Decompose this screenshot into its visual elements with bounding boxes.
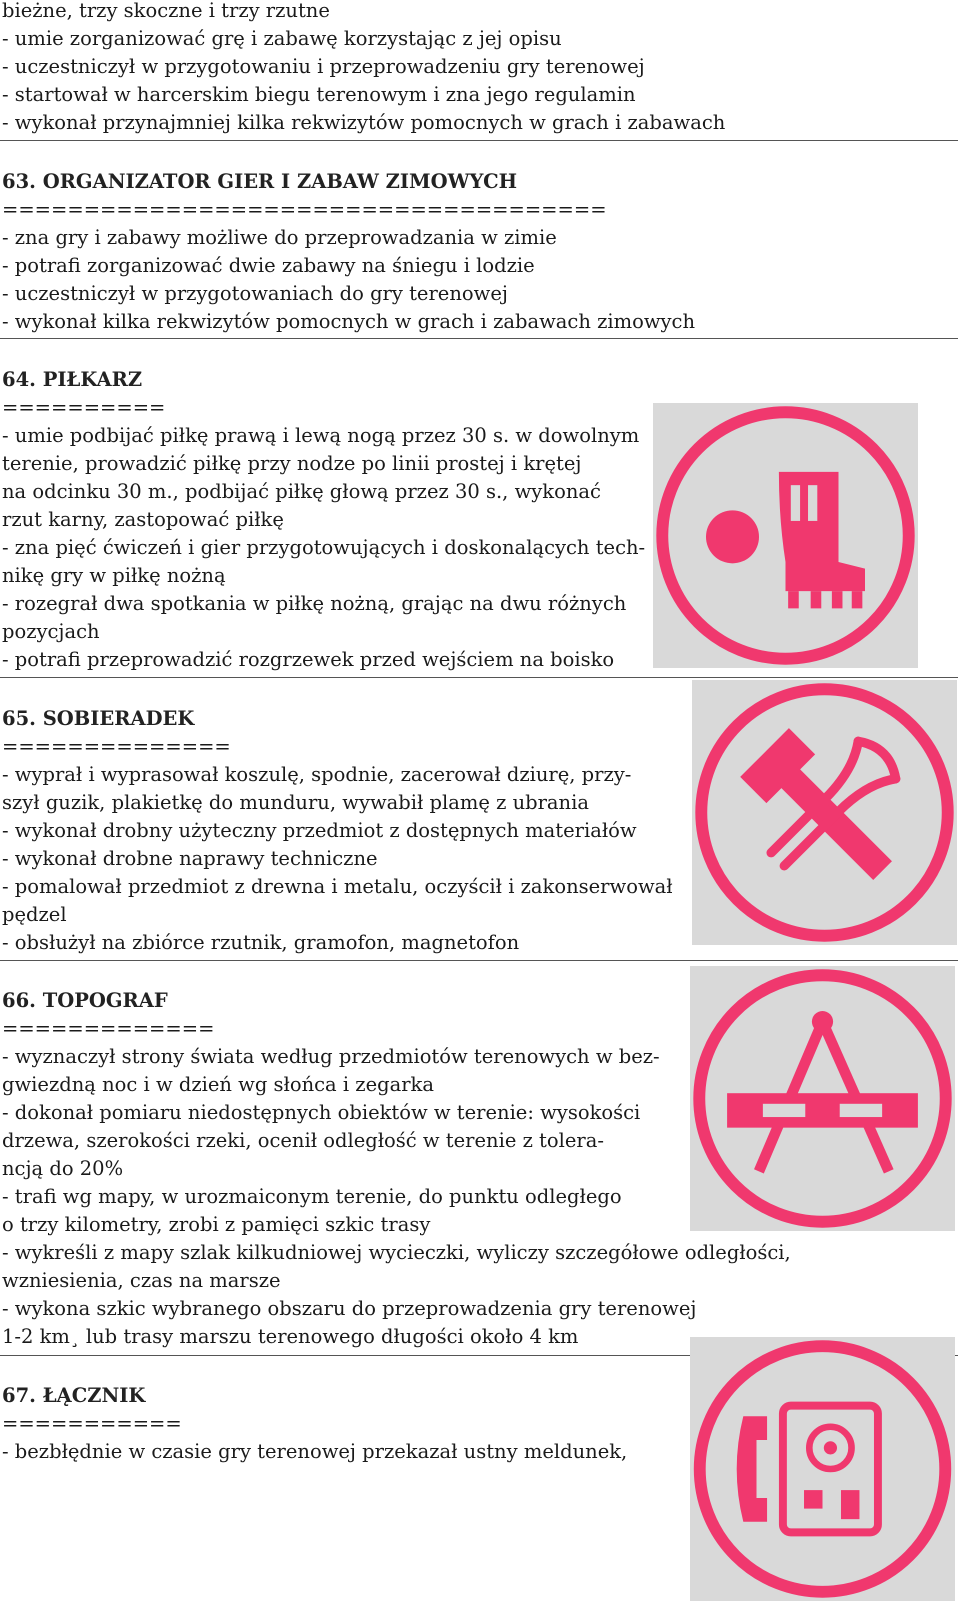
section-line: - wyprał i wyprasował koszulę, spodnie, zacerował dziurę, przy- [2, 763, 632, 786]
section-line: - wykona szkic wybranego obszaru do przeprowadzenia gry terenowej [2, 1297, 697, 1320]
section-line: - obsłużył na zbiórce rzutnik, gramofon, magnetofon [2, 931, 520, 954]
section-title: 64. PIŁKARZ [2, 368, 143, 391]
section-line: - potrafi przeprowadzić rozgrzewek przed wejściem na boisko [2, 648, 615, 671]
section-line: - wykonał kilka rekwizytów pomocnych w grach i zabawach zimowych [2, 310, 696, 333]
section-line: - bezbłędnie w czasie gry terenowej przekazał ustny meldunek, [2, 1440, 628, 1463]
section-underline: ============= [2, 1017, 215, 1040]
section-line: nikę gry w piłkę nożną [2, 564, 226, 587]
section-line: rzut karny, zastopować piłkę [2, 508, 284, 531]
section-underline: ========== [2, 396, 166, 419]
divider [0, 338, 958, 339]
section-line: 1-2 km¸ lub trasy marszu terenowego długości około 4 km [2, 1325, 579, 1348]
football-boot-and-ball-icon [653, 403, 918, 668]
section-line: - rozegrał dwa spotkania w piłkę nożną, grając na dwu różnych [2, 592, 627, 615]
section-line: - umie podbijać piłkę prawą i lewą nogą przez 30 s. w dowolnym [2, 424, 640, 447]
section-line: - potrafi zorganizować dwie zabawy na śniegu i lodzie [2, 254, 535, 277]
section-title: 67. ŁĄCZNIK [2, 1384, 146, 1407]
section-line: - zna gry i zabawy możliwe do przeprowadzania w zimie [2, 226, 557, 249]
divider [0, 140, 958, 141]
section-underline: ============== [2, 735, 231, 758]
section-line: - wykonał drobne naprawy techniczne [2, 847, 378, 870]
intro-line: - uczestniczył w przygotowaniu i przeprowadzeniu gry terenowej [2, 55, 645, 78]
section-line: - pomalował przedmiot z drewna i metalu, oczyścił i zakonserwował [2, 875, 673, 898]
badge-topograf [690, 966, 955, 1231]
badge-sobieradek [692, 680, 957, 945]
section-line: - trafi wg mapy, w urozmaiconym terenie, do punktu odległego [2, 1185, 622, 1208]
section-underline: ===================================== [2, 198, 607, 221]
section-line: drzewa, szerokości rzeki, ocenił odległość w terenie z tolera- [2, 1129, 604, 1152]
section-line: - dokonał pomiaru niedostępnych obiektów w terenie: wysokości [2, 1101, 641, 1124]
section-line: terenie, prowadzić piłkę przy nodze po linii prostej i krętej [2, 452, 582, 475]
section-line: - wykreśli z mapy szlak kilkudniowej wycieczki, wyliczy szczegółowe odległości, [2, 1241, 791, 1264]
section-line: - uczestniczył w przygotowaniach do gry terenowej [2, 282, 508, 305]
divider [0, 677, 958, 678]
section-line: - wykonał drobny użyteczny przedmiot z dostępnych materiałów [2, 819, 637, 842]
badge-lacznik [690, 1337, 955, 1601]
section-line: na odcinku 30 m., podbijać piłkę głową przez 30 s., wykonać [2, 480, 601, 503]
hammer-and-pliers-icon [692, 680, 957, 945]
section-line: ncją do 20% [2, 1157, 124, 1180]
section-line: pozycjach [2, 620, 100, 643]
intro-line: - startował w harcerskim biegu terenowym i zna jego regulamin [2, 83, 636, 106]
compass-and-ruler-icon [690, 966, 955, 1231]
intro-line: - wykonał przynajmniej kilka rekwizytów pomocnych w grach i zabawach [2, 111, 726, 134]
telephone-icon [690, 1337, 955, 1601]
section-line: gwiezdną noc i w dzień wg słońca i zegarka [2, 1073, 434, 1096]
section-line: wzniesienia, czas na marsze [2, 1269, 281, 1292]
intro-line: bieżne, trzy skoczne i trzy rzutne [2, 0, 330, 22]
section-line: pędzel [2, 903, 67, 926]
section-line: szył guzik, plakietkę do munduru, wywabił plamę z ubrania [2, 791, 589, 814]
divider [0, 960, 958, 961]
section-title: 66. TOPOGRAF [2, 989, 168, 1012]
intro-line: - umie zorganizować grę i zabawę korzystając z jej opisu [2, 27, 562, 50]
section-line: - wyznaczył strony świata według przedmiotów terenowych w bez- [2, 1045, 660, 1068]
badge-pilkarz [653, 403, 918, 668]
section-line: o trzy kilometry, zrobi z pamięci szkic trasy [2, 1213, 431, 1236]
section-title: 65. SOBIERADEK [2, 707, 195, 730]
section-line: - zna pięć ćwiczeń i gier przygotowujących i doskonalących tech- [2, 536, 646, 559]
section-title: 63. ORGANIZATOR GIER I ZABAW ZIMOWYCH [2, 170, 518, 193]
section-underline: =========== [2, 1412, 182, 1435]
